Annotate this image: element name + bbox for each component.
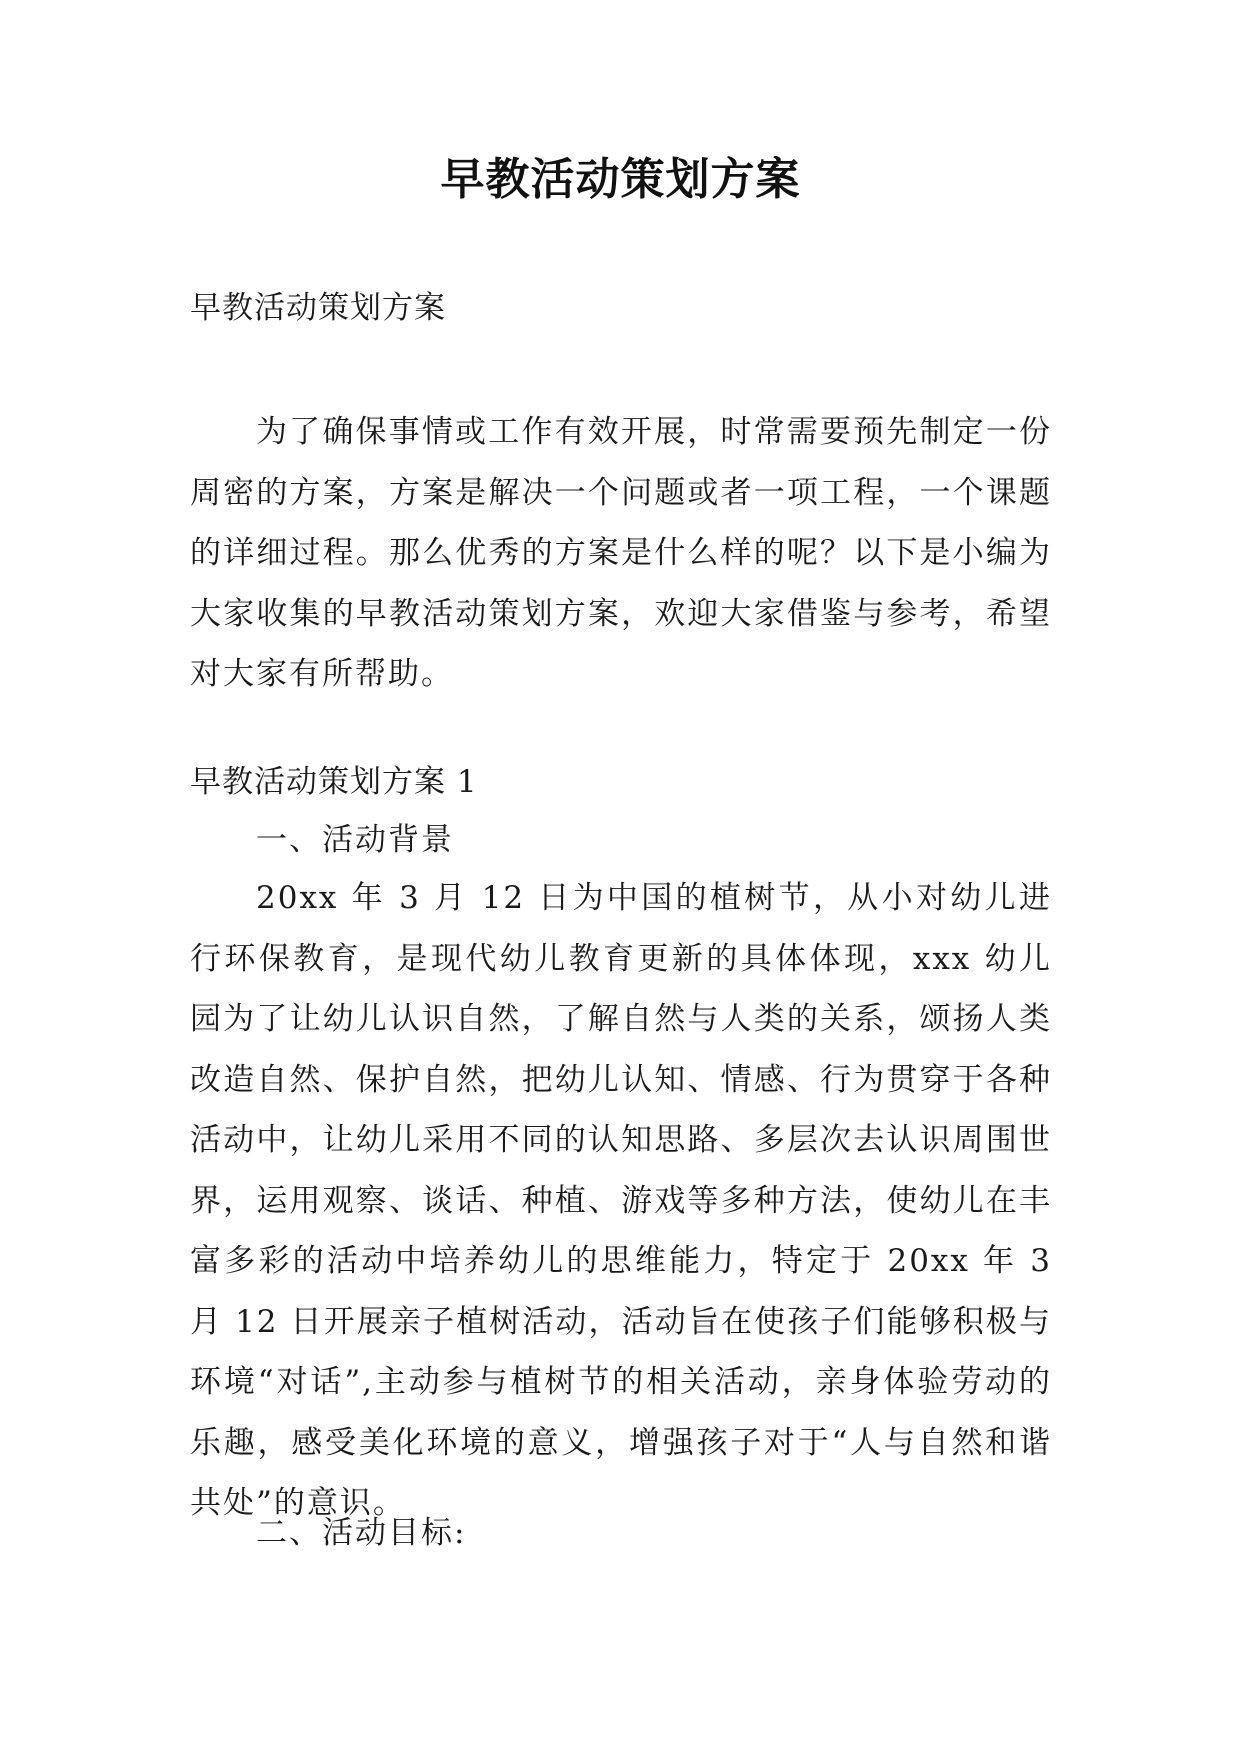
document-subtitle: 早教活动策划方案	[190, 290, 446, 326]
document-title: 早教活动策划方案	[440, 154, 801, 205]
intro-paragraph: 为了确保事情或工作有效开展，时常需要预先制定一份周密的方案，方案是解决一个问题或者一项工程，一个课题的详细过程。那么优秀的方案是什么样的呢？以下是小编为大家收集的早教活动策划方案，欢迎大家借鉴与参考，希望对大家有所帮助。	[190, 414, 1052, 692]
section-heading-goals: 二、活动目标:	[256, 1515, 467, 1551]
section-title: 早教活动策划方案 1	[190, 764, 478, 800]
background-paragraph: 20xx 年 3 月 12 日为中国的植树节，从小对幼儿进行环保教育，是现代幼儿教育更新的具体体现，xxx 幼儿园为了让幼儿认识自然，了解自然与人类的关系，颂扬人类改造自然、保护自然，把幼儿认知、情感、行为贯穿于各种活动中，让幼儿采用不同的认知思路、多层次去认识周围世界，运用观察、谈话、种植、游戏等多种方法，使幼儿在丰富多彩的活动中培养幼儿的思维能力，特定于 20xx 年 3 月 12 日开展亲子植树活动，活动旨在使孩子们能够积极与环境“对话”,主动参与植树节的相关活动，亲身体验劳动的乐趣，感受美化环境的意义，增强孩子对于“人与自然和谐共处”的意识。	[190, 880, 1052, 1521]
section-heading-background: 一、活动背景	[256, 822, 454, 858]
